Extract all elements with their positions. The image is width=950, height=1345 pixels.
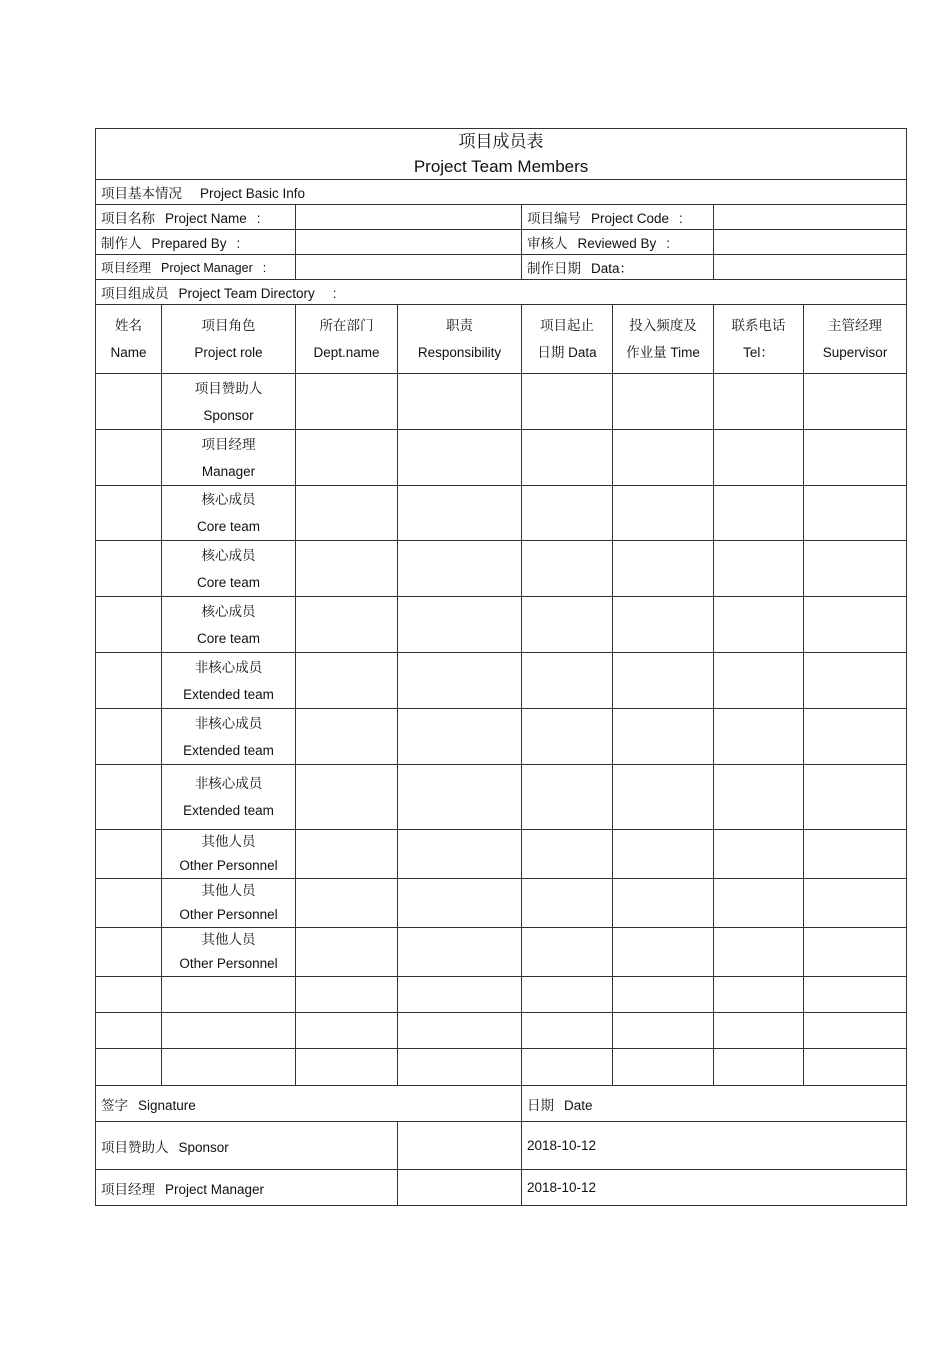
signature-field[interactable] — [398, 1170, 522, 1206]
member-field-tel[interactable] — [714, 374, 804, 430]
member-row — [96, 486, 907, 541]
role-en: Extended team — [183, 742, 274, 758]
colon: : — [679, 211, 683, 226]
member-field-time[interactable] — [613, 653, 714, 709]
title-cn: 项目成员表 — [458, 132, 544, 151]
role-en: Other Personnel — [179, 858, 278, 873]
member-row — [96, 541, 907, 597]
member-field-supervisor[interactable] — [804, 977, 907, 1013]
role-cell — [162, 709, 296, 765]
signature-field[interactable] — [398, 1122, 522, 1170]
directory-cn: 项目组成员 — [101, 286, 169, 301]
date-en: Date — [564, 1097, 593, 1113]
member-field-name[interactable] — [96, 541, 162, 597]
made-date-value[interactable] — [714, 255, 907, 280]
member-field-supervisor[interactable] — [804, 653, 907, 709]
member-field-responsibility[interactable] — [398, 374, 522, 430]
role-cn: 核心成员 — [201, 492, 256, 507]
signature-date[interactable]: 2018-10-12 — [522, 1170, 907, 1206]
date-label — [522, 1086, 907, 1122]
prepared-by-value[interactable] — [296, 230, 522, 255]
colon: ： — [619, 261, 634, 276]
role-cn: 非核心成员 — [194, 776, 263, 791]
member-field-supervisor[interactable] — [804, 1013, 907, 1049]
role-cell — [162, 928, 296, 977]
directory-label — [96, 280, 907, 305]
member-field-dept[interactable] — [296, 709, 398, 765]
reviewed-by-value[interactable] — [714, 230, 907, 255]
col-header-cn: 联系电话 — [731, 318, 786, 333]
role-cn: 非核心成员 — [194, 659, 263, 675]
prepared-by-en: Prepared By — [151, 236, 227, 251]
member-field-supervisor[interactable] — [804, 765, 907, 830]
reviewed-by-en: Reviewed By — [577, 236, 657, 251]
colon: : — [262, 261, 267, 275]
date-cn: 日期 — [527, 1097, 554, 1113]
col-header-role — [162, 305, 296, 374]
basic-info-en: Project Basic Info — [200, 186, 306, 201]
member-field-role[interactable] — [162, 1013, 296, 1049]
member-field-time[interactable] — [613, 1013, 714, 1049]
member-field-tel[interactable] — [714, 977, 804, 1013]
col-header-cn: 项目角色 — [201, 318, 256, 333]
col-header-en: Project role — [194, 345, 263, 360]
project-manager-row — [96, 255, 907, 280]
col-header-en: Dept.name — [313, 345, 380, 360]
member-field-name[interactable] — [96, 765, 162, 830]
member-field-dept[interactable] — [296, 541, 398, 597]
col-header-name — [96, 305, 162, 374]
member-field-dates[interactable] — [522, 1013, 613, 1049]
member-field-name[interactable] — [96, 709, 162, 765]
member-field-dates[interactable] — [522, 879, 613, 928]
signer-cn: 项目赞助人 — [101, 1139, 169, 1155]
role-en: Extended team — [183, 686, 274, 702]
member-field-dept[interactable] — [296, 879, 398, 928]
basic-info-row — [96, 180, 907, 205]
member-field-dept[interactable] — [296, 430, 398, 486]
member-field-dept[interactable] — [296, 1013, 398, 1049]
member-field-responsibility[interactable] — [398, 653, 522, 709]
role-cell — [162, 830, 296, 879]
col-header-tel — [714, 305, 804, 374]
role-cn: 其他人员 — [201, 834, 256, 849]
member-row — [96, 830, 907, 879]
member-field-responsibility[interactable] — [398, 879, 522, 928]
signer-label — [96, 1170, 398, 1206]
member-field-dept[interactable] — [296, 830, 398, 879]
member-field-dept[interactable] — [296, 928, 398, 977]
column-header-row — [96, 305, 907, 374]
colon: : — [256, 211, 261, 226]
member-field-dept[interactable] — [296, 597, 398, 653]
member-field-time[interactable] — [613, 709, 714, 765]
member-field-tel[interactable] — [714, 486, 804, 541]
member-field-name[interactable] — [96, 486, 162, 541]
member-field-tel[interactable] — [714, 879, 804, 928]
col-header-dates — [522, 305, 613, 374]
member-field-dept[interactable] — [296, 765, 398, 830]
member-field-dates[interactable] — [522, 653, 613, 709]
member-field-supervisor[interactable] — [804, 928, 907, 977]
project-name-label — [96, 205, 296, 230]
role-cn: 项目赞助人 — [194, 380, 263, 396]
member-field-tel[interactable] — [714, 709, 804, 765]
member-field-supervisor[interactable] — [804, 486, 907, 541]
member-field-dept[interactable] — [296, 653, 398, 709]
member-field-time[interactable] — [613, 977, 714, 1013]
member-field-time[interactable] — [613, 830, 714, 879]
member-field-dates[interactable] — [522, 977, 613, 1013]
basic-info-cn: 项目基本情况 — [101, 186, 182, 201]
member-field-dept[interactable] — [296, 374, 398, 430]
col-header-cn: 所在部门 — [319, 318, 374, 333]
member-field-time[interactable] — [613, 541, 714, 597]
role-cell — [162, 374, 296, 430]
member-field-supervisor[interactable] — [804, 879, 907, 928]
role-cell — [162, 597, 296, 653]
col-header-en: Name — [110, 345, 147, 360]
col-header-cn: 投入频度及 — [629, 318, 697, 333]
title-en: Project Team Members — [413, 157, 589, 176]
member-field-name[interactable] — [96, 597, 162, 653]
role-en: Sponsor — [203, 407, 254, 423]
role-cn: 非核心成员 — [194, 715, 263, 731]
empty-member-row — [96, 1049, 907, 1086]
signature-row — [96, 1122, 907, 1170]
member-field-name[interactable] — [96, 830, 162, 879]
member-field-time[interactable] — [613, 928, 714, 977]
member-row — [96, 709, 907, 765]
role-cell — [162, 765, 296, 830]
role-en: Core team — [196, 574, 261, 590]
role-en: Extended team — [183, 803, 274, 818]
member-row — [96, 430, 907, 486]
reviewed-by-cn: 审核人 — [527, 236, 568, 251]
role-en: Other Personnel — [179, 907, 278, 922]
col-header-time — [613, 305, 714, 374]
member-field-role[interactable] — [162, 977, 296, 1013]
member-field-dates[interactable] — [522, 374, 613, 430]
member-field-tel[interactable] — [714, 1013, 804, 1049]
member-field-name[interactable] — [96, 430, 162, 486]
member-field-dates[interactable] — [522, 597, 613, 653]
member-field-time[interactable] — [613, 765, 714, 830]
basic-info-label — [96, 180, 907, 205]
member-field-time[interactable] — [613, 597, 714, 653]
project-name-en: Project Name — [165, 211, 247, 226]
member-field-dates[interactable] — [522, 709, 613, 765]
member-field-responsibility[interactable] — [398, 541, 522, 597]
role-en: Manager — [201, 463, 256, 479]
member-field-responsibility[interactable] — [398, 709, 522, 765]
role-en: Core team — [196, 519, 261, 534]
role-en: Other Personnel — [179, 956, 278, 971]
col-header-cn: 项目起止 — [540, 318, 594, 333]
member-field-name[interactable] — [96, 1013, 162, 1049]
role-cell — [162, 486, 296, 541]
col-header-en: 日期 Data — [537, 345, 597, 360]
member-field-name[interactable] — [96, 928, 162, 977]
member-row — [96, 374, 907, 430]
page-title — [96, 129, 907, 180]
member-field-responsibility[interactable] — [398, 1049, 522, 1086]
member-field-responsibility[interactable] — [398, 430, 522, 486]
role-cn: 项目经理 — [201, 436, 256, 452]
signer-label — [96, 1122, 398, 1170]
project-manager-en: Project Manager — [161, 261, 253, 275]
member-field-responsibility[interactable] — [398, 1013, 522, 1049]
col-header-cn: 主管经理 — [828, 318, 883, 333]
project-name-value[interactable] — [296, 205, 522, 230]
member-field-name[interactable] — [96, 1049, 162, 1086]
role-cn: 其他人员 — [201, 883, 256, 898]
member-field-tel[interactable] — [714, 765, 804, 830]
member-field-responsibility[interactable] — [398, 597, 522, 653]
made-date-cn: 制作日期 — [527, 261, 581, 276]
member-field-name[interactable] — [96, 374, 162, 430]
role-cn: 核心成员 — [201, 547, 256, 563]
role-cell — [162, 541, 296, 597]
team-members-table — [95, 128, 907, 1206]
directory-row — [96, 280, 907, 305]
member-field-role[interactable] — [162, 1049, 296, 1086]
member-row — [96, 653, 907, 709]
col-header-en: Supervisor — [822, 345, 888, 360]
prepared-by-cn: 制作人 — [101, 236, 142, 251]
project-code-cn: 项目编号 — [527, 211, 581, 226]
project-name-row — [96, 205, 907, 230]
team-members-form — [95, 128, 906, 1206]
made-date-en: Data — [591, 261, 620, 276]
col-header-cn: 职责 — [446, 318, 473, 333]
member-row — [96, 928, 907, 977]
project-name-cn: 项目名称 — [101, 211, 155, 226]
member-field-time[interactable] — [613, 1049, 714, 1086]
col-header-en: Responsibility — [417, 345, 502, 360]
project-manager-label — [96, 255, 296, 280]
member-field-responsibility[interactable] — [398, 830, 522, 879]
member-field-tel[interactable] — [714, 597, 804, 653]
col-header-supervisor — [804, 305, 907, 374]
member-row — [96, 597, 907, 653]
made-date-label — [522, 255, 714, 280]
member-field-supervisor[interactable] — [804, 709, 907, 765]
signature-header-row — [96, 1086, 907, 1122]
member-field-dates[interactable] — [522, 928, 613, 977]
project-manager-value[interactable] — [296, 255, 522, 280]
col-header-en: Tel： — [743, 345, 774, 360]
member-field-time[interactable] — [613, 430, 714, 486]
member-field-dept[interactable] — [296, 1049, 398, 1086]
member-field-responsibility[interactable] — [398, 977, 522, 1013]
role-cn: 核心成员 — [201, 603, 256, 619]
signer-en: Project Manager — [165, 1181, 265, 1197]
member-field-supervisor[interactable] — [804, 597, 907, 653]
member-field-supervisor[interactable] — [804, 374, 907, 430]
project-code-label — [522, 205, 714, 230]
member-field-responsibility[interactable] — [398, 486, 522, 541]
member-field-tel[interactable] — [714, 1049, 804, 1086]
member-field-dates[interactable] — [522, 765, 613, 830]
signature-label — [96, 1086, 522, 1122]
empty-member-row — [96, 1013, 907, 1049]
member-field-time[interactable] — [613, 486, 714, 541]
role-cell — [162, 653, 296, 709]
member-field-tel[interactable] — [714, 541, 804, 597]
member-field-time[interactable] — [613, 879, 714, 928]
member-field-tel[interactable] — [714, 653, 804, 709]
signature-cn: 签字 — [101, 1097, 128, 1113]
member-row — [96, 879, 907, 928]
member-field-dates[interactable] — [522, 830, 613, 879]
directory-en: Project Team Directory — [178, 286, 315, 301]
prepared-by-row — [96, 230, 907, 255]
member-field-supervisor[interactable] — [804, 430, 907, 486]
member-field-time[interactable] — [613, 374, 714, 430]
project-code-en: Project Code — [591, 211, 670, 226]
col-header-en: 作业量 Time — [626, 345, 700, 360]
member-field-name[interactable] — [96, 977, 162, 1013]
signer-cn: 项目经理 — [101, 1181, 155, 1197]
signature-date[interactable]: 2018-10-12 — [522, 1122, 907, 1170]
signature-en: Signature — [138, 1097, 196, 1113]
role-cn: 其他人员 — [201, 932, 256, 947]
member-field-tel[interactable] — [714, 928, 804, 977]
role-cell — [162, 430, 296, 486]
member-field-tel[interactable] — [714, 430, 804, 486]
member-field-responsibility[interactable] — [398, 928, 522, 977]
colon: : — [236, 236, 241, 251]
member-field-dates[interactable] — [522, 430, 613, 486]
role-en: Core team — [196, 630, 261, 646]
title-row — [96, 129, 907, 180]
member-field-responsibility[interactable] — [398, 765, 522, 830]
member-field-supervisor[interactable] — [804, 541, 907, 597]
member-row — [96, 765, 907, 830]
colon: : — [332, 286, 337, 301]
member-field-dates[interactable] — [522, 486, 613, 541]
col-header-cn: 姓名 — [115, 318, 142, 333]
signature-row — [96, 1170, 907, 1206]
member-field-tel[interactable] — [714, 830, 804, 879]
member-field-dates[interactable] — [522, 541, 613, 597]
prepared-by-label — [96, 230, 296, 255]
member-field-dept[interactable] — [296, 486, 398, 541]
member-field-dept[interactable] — [296, 977, 398, 1013]
role-cell — [162, 879, 296, 928]
colon: : — [666, 236, 671, 251]
reviewed-by-label — [522, 230, 714, 255]
project-code-value[interactable] — [714, 205, 907, 230]
empty-member-row — [96, 977, 907, 1013]
member-field-supervisor[interactable] — [804, 1049, 907, 1086]
col-header-dept — [296, 305, 398, 374]
member-field-supervisor[interactable] — [804, 830, 907, 879]
member-field-name[interactable] — [96, 653, 162, 709]
col-header-responsibility — [398, 305, 522, 374]
project-manager-cn: 项目经理 — [101, 261, 152, 275]
member-field-name[interactable] — [96, 879, 162, 928]
member-field-dates[interactable] — [522, 1049, 613, 1086]
signer-en: Sponsor — [178, 1139, 229, 1155]
